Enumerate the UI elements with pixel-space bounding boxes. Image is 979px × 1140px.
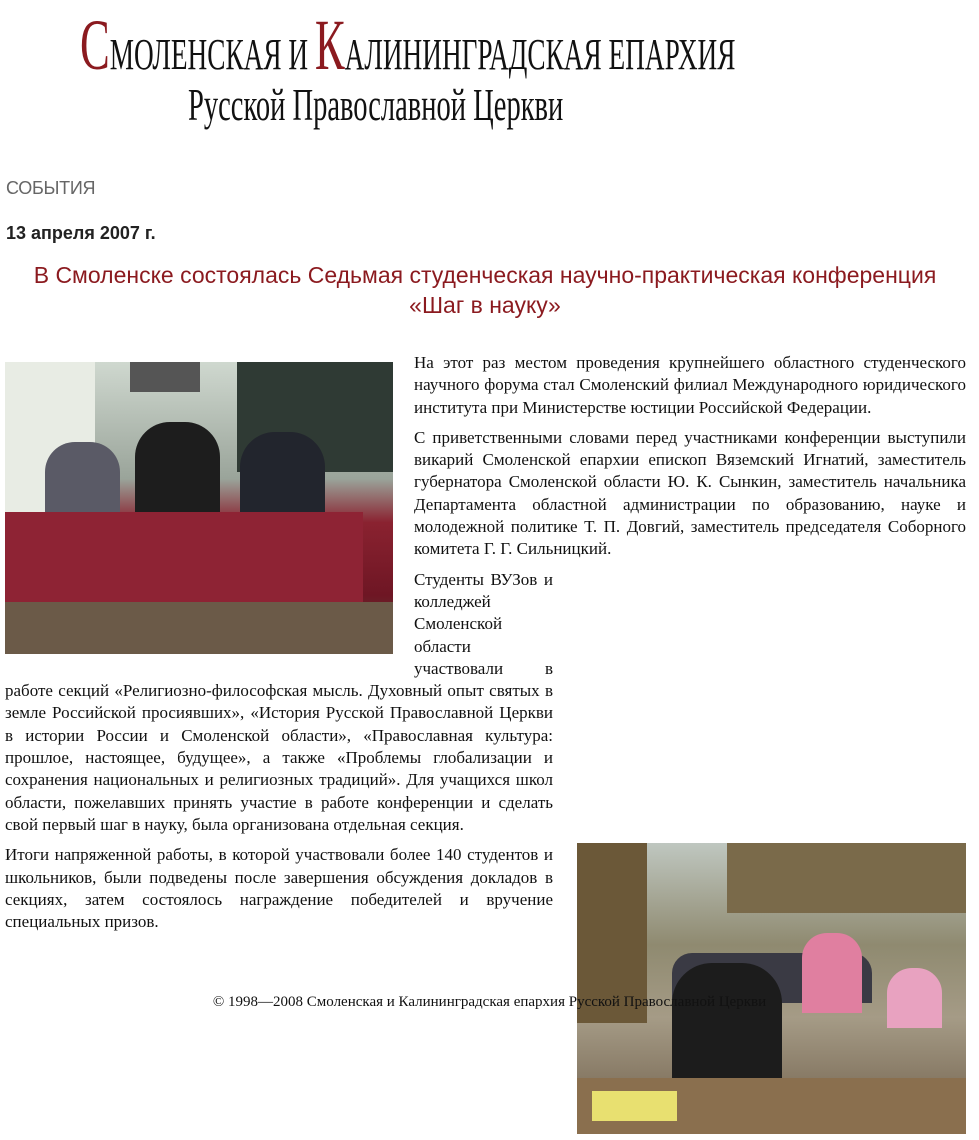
logo-text: МОЛЕНСКАЯ И	[109, 30, 315, 79]
article-body	[5, 352, 966, 1140]
site-logo[interactable]	[0, 0, 979, 140]
article-date: 13 апреля 2007 г.	[6, 223, 156, 243]
footer-copyright: © 1998—2008 Смоленская и Калининградская епархия Русской Православной Церкви	[212, 994, 767, 1010]
students-photo	[577, 843, 966, 1134]
article-title: В Смоленске состоялась Седьмая студенческая научно-практическая конференция «Шаг в науку»	[33, 262, 937, 318]
article-paragraph: Студенты ВУЗов и колледжей Смоленской области участвовали в работе секций «Религиозно-философская мысль. Духовный опыт святых в земле Российской просиявших», «История Русской Православной Церкви в истории России и Смоленской области», «Православная культура: прошлое, настоящее, будущее», а также «Проблемы глобализации и сохранения национальных и религиозных традиций». Для учащихся школ области, пожелавших принять участие в работе конференции и сделать свой первый шаг в науку, была организована отдельная секция.	[5, 569, 553, 834]
logo-line-2: Русской Православной Церкви	[188, 79, 564, 130]
article-paragraph: Итоги напряженной работы, в которой участвовали более 140 студентов и школьников, были подведены после завершения обсуждения докладов в секциях, затем состоялось награждение победителей и вручение специальных призов.	[5, 845, 553, 932]
logo-initial: С	[80, 5, 110, 85]
logo-initial: К	[314, 5, 345, 85]
logo-line-1	[80, 4, 735, 87]
logo-text: АЛИНИНГРАДСКАЯ ЕПАРХИЯ	[344, 30, 736, 79]
article-paragraph: На этот раз местом проведения крупнейшего областного студенческого научного форума стал Смоленский филиал Международного юридического института при Министерстве юстиции Российской Федерации.	[414, 353, 966, 417]
conference-presidium-photo	[5, 362, 393, 654]
article-paragraph: С приветственными словами перед участниками конференции выступили викарий Смоленской епархии епископ Вяземский Игнатий, заместитель губернатора Смоленской области Ю. К. Сынкин, заместитель начальника Департамента областной администрации по образованию, науке и молодежной политике Т. П. Довгий, заместитель председателя Соборного комитета Г. Г. Сильницкий.	[414, 427, 966, 559]
section-label[interactable]: СОБЫТИЯ	[6, 178, 96, 198]
